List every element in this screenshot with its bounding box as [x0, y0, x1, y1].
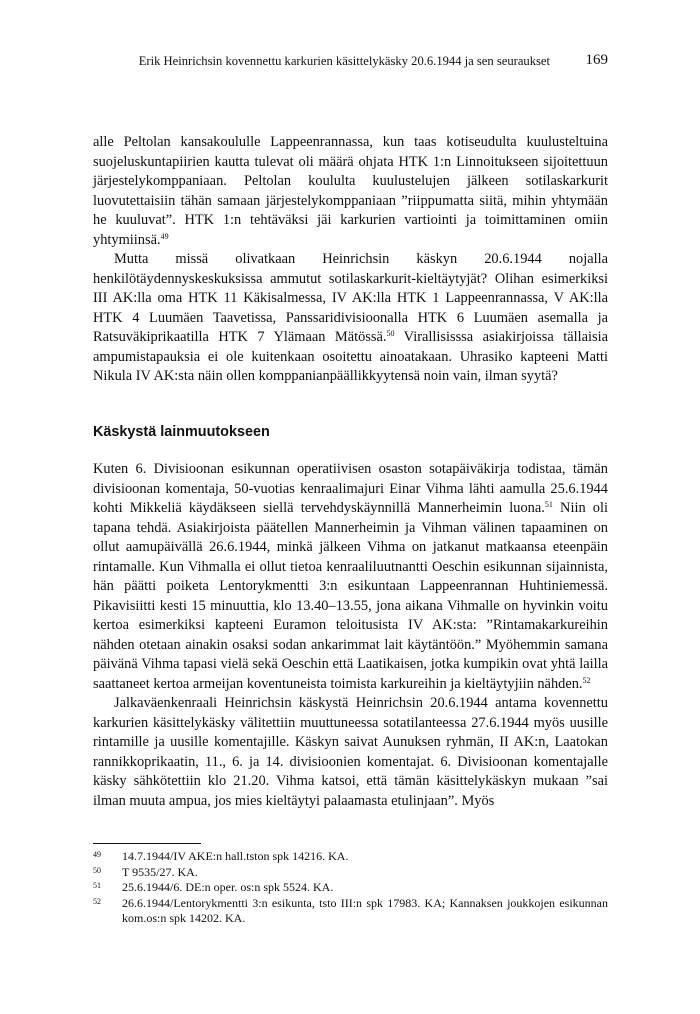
paragraph-text: Mutta missä olivatkaan Heinrichsin käskyn 20.6.1944 nojalla henkilötäydennyskeskuksissa ammutut sotilaskarkurit-kieltäytyjät? Olihan esimerkiksi III AK:lla oma HTK 11 Käkisalmessa, IV AK:lla HTK 1 Lappeenrannassa, V AK:lla HTK 4 Luumäen Taavetissa, Panssaridivisioonalla HTK 6 Luumäen asemalla ja Ratsuväkiprikaatilla HTK 7 Ylämaan Mätössä. — [93, 251, 608, 345]
footnote-number: 49 — [93, 850, 101, 859]
paragraph — [93, 250, 608, 387]
footnote-text: 14.7.1944/IV AKE:n hall.tston spk 14216. KA. — [122, 849, 349, 863]
footnote — [93, 880, 608, 896]
footnote-text: 25.6.1944/6. DE:n oper. os:n spk 5524. KA. — [122, 880, 334, 894]
paragraph — [93, 460, 608, 694]
section-heading: Käskystä lainmuutokseen — [93, 424, 270, 440]
paragraph-text: Niin oli tapana tehdä. Asiakirjoista päätellen Mannerheimin ja Vihman välinen tapaaminen on ollut aamupäivällä 26.6.1944, minkä jälkeen Vihma on jatkanut matkaansa eteenpäin rintamalle. Kun Vihmalla ei ollut tietoa kenraaliluutnantti Oeschin esikunnan sijainnista, hän päätti poiketa Lentorykmentti 3:n esikuntaan Lappeenrannan Huhtiniemessä. Pikavisiitti kesti 15 minuuttia, klo 13.40–13.55, jona aikana Vihmalle on hyvinkin voitu kertoa esimerkiksi kapteeni Euramon teloitusista IV AK:sta: ”Rintamakarkureihin nähden otetaan ainakin osaksi sodan ankarimmat lait käytäntöön.” Myöhemmin samana päivänä Vihma tapasi vielä sekä Oeschin että Laatikaisen, jotka kumpikin ovat yhtä lailla saattaneet kertoa armeijan koventuneista toimista karkureihin ja kieltäytyjiin nähden. — [93, 500, 608, 692]
page-number: 169 — [585, 52, 608, 68]
footnote-text: T 9535/27. KA. — [122, 864, 198, 879]
footnote-number: 51 — [93, 881, 101, 890]
footnote — [93, 849, 608, 865]
footnotes — [93, 849, 608, 927]
body-text-top — [93, 133, 608, 387]
footnote-number: 50 — [93, 865, 101, 875]
paragraph-text: alle Peltolan kansakoululle Lappeenrannassa, kun taas kotiseudulta kuulusteltuina suojeluskuntapiirien kautta tulevat oli määrä ohjata HTK 1:n Linnoitukseen sijoitettuun järjestelykomppaniaan. Peltolan koululta kuulustelujen jälkeen sotilaskarkurit luovutettaisiin tähän samaan järjestelykomppaniaan ”riippumatta siitä, mihin yhtymään he kuuluvat”. HTK 1:n tehtäväksi jäi karkurien vartiointi ja toimittaminen omiin yhtymiinsä. — [93, 134, 608, 248]
footnote-text: 26.6.1944/Lentorykmentti 3:n esikunta, tsto III:n spk 17983. KA; Kannaksen joukkojen esikunnan kom.os:n spk 14202. KA. — [122, 895, 608, 925]
paragraph-text: Virallisisssa asiakirjoissa tällaisia ampumistapauksia ei ole kuitenkaan osoitettu ainoatakaan. Uhrasiko kapteeni Matti Nikula IV AK:sta näin ollen komppanianpäällikkyytensä noin vain, ilman syytä? — [93, 329, 608, 384]
footnote — [93, 896, 608, 927]
paragraph-text: Kuten 6. Divisioonan esikunnan operatiivisen osaston sotapäiväkirja todistaa, tämän divisioonan komentaja, 50-vuotias kenraalimajuri Einar Vihma lähti aamulla 25.6.1944 kohti Mikkeliä käydäkseen siellä tervehdyskäynnillä Mannerheimin luona. — [93, 461, 608, 516]
footnote — [93, 865, 608, 881]
footnote-ref[interactable]: 52 — [582, 675, 591, 685]
footnote-number: 52 — [93, 896, 101, 906]
running-head-title: Erik Heinrichsin kovennettu karkurien käsittelykäsky 20.6.1944 ja sen seuraukset — [138, 54, 550, 68]
body-text-bottom — [93, 460, 608, 811]
paragraph — [93, 694, 608, 811]
paragraph — [93, 133, 608, 250]
footnote-divider — [93, 843, 201, 844]
paragraph-text: Jalkaväenkenraali Heinrichsin käskystä Heinrichsin 20.6.1944 antama kovennettu karkurien käsittelykäsky välitettiin muuttuneessa sotatilanteessa 27.6.1944 myös uusille rintamille ja uusille komentajille. Käskyn saivat Aunuksen ryhmän, II AK:n, Laatokan rannikkoprikaatin, 11., 6. ja 14. divisioonien komentajat. 6. Divisioonan komentajalle käsky sähkötettiin klo 21.20. Vihma katsoi, että tämän käsittelykäskyn mukaan ”sai ilman muuta ampua, jos mies kieltäytyi palaamasta etulinjaan”. Myös — [93, 695, 608, 809]
footnote-ref[interactable]: 49 — [160, 231, 169, 241]
page — [93, 0, 608, 1014]
footnote-ref[interactable]: 50 — [386, 329, 395, 338]
footnote-ref[interactable]: 51 — [544, 500, 553, 509]
